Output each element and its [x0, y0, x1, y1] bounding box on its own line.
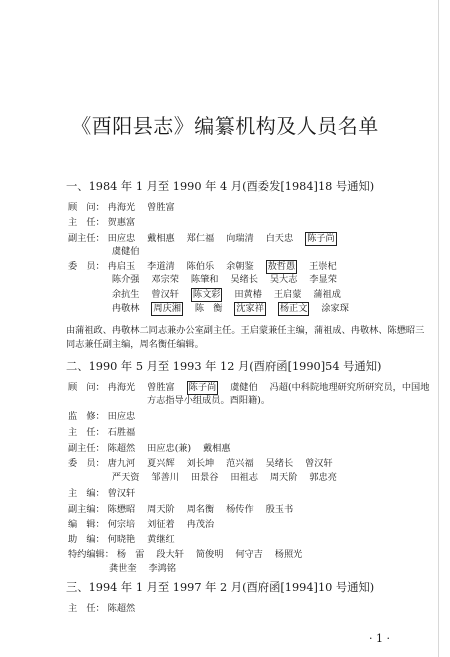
person-name: 戴相惠 [147, 233, 175, 244]
role-label: 主 任： [68, 427, 105, 438]
role-label: 监 修： [68, 411, 105, 422]
list-item [68, 260, 346, 272]
role-label: 特约编辑： [68, 549, 114, 560]
person-name-continued: 方志指导小组成员。酉阳籍)。 [147, 395, 271, 406]
person-name: 吴大志 [269, 274, 298, 285]
person-name: 杨照光 [274, 549, 303, 560]
list-item [68, 519, 223, 531]
person-name: 冉启玉 [107, 261, 136, 272]
person-name-boxed: 敖哲愚 [267, 261, 296, 272]
person-name: 冯超(中科院地理研究所研究员，中国地 [269, 382, 430, 393]
list-item [68, 534, 184, 546]
person-name-boxed: 周庆湘 [153, 303, 181, 314]
person-name: 冉海光 [107, 382, 136, 393]
person-name: 蒲祖成 [313, 289, 341, 300]
person-name: 夏兴辉 [147, 458, 175, 469]
list-item [68, 603, 144, 615]
role-label: 委 员： [68, 458, 105, 469]
list-item [109, 563, 185, 575]
role-label: 主 任： [68, 603, 105, 614]
section-heading: 一、1984 年 1 月至 1990 年 4 月(酉委发[1984]18 号通知) [66, 180, 375, 193]
list-item [68, 232, 346, 244]
person-name: 冉敬林 [111, 303, 140, 314]
person-name: 范兴福 [226, 458, 254, 469]
person-name: 何宗培 [107, 519, 136, 530]
person-name: 陈肇和 [190, 274, 219, 285]
person-name: 周天阶 [147, 504, 175, 515]
role-label: 主 任： [68, 217, 105, 228]
page-edge-shadow [438, 0, 439, 657]
list-item [68, 443, 240, 455]
list-item [68, 288, 350, 300]
role-label: 委 员： [68, 261, 105, 272]
person-name: 王启蒙 [273, 289, 302, 300]
person-name-boxed: 陈子尚 [307, 233, 335, 244]
person-name: 刘征着 [147, 519, 175, 530]
person-name: 陈伯乐 [186, 261, 215, 272]
list-item [68, 202, 184, 214]
person-name: 曾汉轩 [305, 458, 333, 469]
person-name: 田祖志 [230, 472, 258, 483]
person-name: 陈介强 [111, 274, 140, 285]
person-name-boxed: 沈家祥 [236, 303, 264, 314]
person-name: 余抗生 [111, 289, 140, 300]
person-name: 龚世奎 [109, 563, 137, 574]
list-item [68, 246, 148, 258]
list-item [68, 427, 144, 439]
person-name: 郑仁福 [186, 233, 215, 244]
person-name: 李显荣 [309, 274, 337, 285]
person-name: 李鸿铭 [148, 563, 177, 574]
role-label: 顾 问： [68, 202, 105, 213]
person-name: 曾胜富 [147, 382, 175, 393]
person-name: 周名衡 [186, 504, 215, 515]
list-item [68, 458, 342, 470]
list-item [68, 488, 144, 500]
role-label: 主 编： [68, 488, 105, 499]
section-note: 同志兼任副主编，周名衡任编辑。 [66, 339, 204, 350]
section-heading: 二、1990 年 5 月至 1993 年 12 月(酉府函[1990]54 号通知) [66, 360, 382, 373]
list-item [68, 504, 302, 516]
page-number: · 1 · [369, 632, 390, 645]
list-item [68, 302, 358, 314]
person-name: 陈 衡 [194, 303, 223, 314]
person-name: 李道清 [147, 261, 175, 272]
person-name: 白天忠 [265, 233, 294, 244]
person-name-boxed: 陈文彩 [192, 289, 221, 300]
person-name: 曾汉轩 [151, 289, 179, 300]
person-name-boxed: 杨正文 [279, 303, 308, 314]
person-name: 何晓艳 [107, 534, 136, 545]
list-item [68, 274, 346, 286]
list-item [68, 381, 429, 393]
person-name: 涂家琛 [321, 303, 349, 314]
person-name: 石胜福 [107, 427, 136, 438]
person-name: 曾汉轩 [107, 488, 136, 499]
person-name: 王崇杞 [309, 261, 337, 272]
person-name: 田应忠 [107, 411, 136, 422]
list-item [68, 472, 346, 484]
person-name: 周天阶 [269, 472, 298, 483]
person-name: 虞健伯 [111, 246, 140, 257]
person-name: 吴绪长 [265, 458, 294, 469]
role-label: 编 辑： [68, 519, 105, 530]
person-name: 向瑞清 [226, 233, 254, 244]
person-name: 贺惠富 [107, 217, 136, 228]
person-name: 邹善川 [151, 472, 179, 483]
role-label: 副主任： [68, 233, 105, 244]
person-name: 陈超然 [107, 443, 136, 454]
list-item [147, 395, 279, 407]
person-name: 简俊明 [195, 549, 224, 560]
person-name: 殷玉书 [265, 504, 294, 515]
role-label: 副主编： [68, 504, 105, 515]
role-label: 助 编： [68, 534, 105, 545]
person-name: 何守吉 [235, 549, 263, 560]
person-name: 陈懋昭 [107, 504, 136, 515]
person-name: 虞健伯 [230, 382, 258, 393]
person-name: 段大轩 [156, 549, 184, 560]
person-name: 杨 雷 [116, 549, 145, 560]
person-name: 唐九河 [107, 458, 136, 469]
page-title: 《酉阳县志》编纂机构及人员名单 [71, 114, 379, 138]
person-name: 田黄椿 [234, 289, 262, 300]
list-item [68, 217, 144, 229]
person-name: 田景谷 [190, 472, 219, 483]
role-label: 顾 问： [68, 382, 105, 393]
section-heading: 三、1994 年 1 月至 1997 年 2 月(酉府函[1994]10 号通知) [66, 581, 375, 594]
list-item [68, 549, 311, 561]
person-name: 严天资 [111, 472, 140, 483]
person-name: 冉海光 [107, 202, 136, 213]
person-name: 余朝鉴 [226, 261, 254, 272]
person-name: 田应忠 [107, 233, 136, 244]
person-name: 陈超然 [107, 603, 136, 614]
list-item [68, 411, 144, 423]
person-name: 戴相惠 [203, 443, 231, 454]
person-name: 刘长坤 [186, 458, 215, 469]
person-name: 邓宗荣 [151, 274, 179, 285]
person-name-boxed: 陈子尚 [188, 382, 217, 393]
person-name: 吴绪长 [230, 274, 258, 285]
person-name: 冉茂治 [186, 519, 215, 530]
person-name: 杨传作 [226, 504, 254, 515]
person-name: 郭忠亮 [309, 472, 337, 483]
role-label: 副主任： [68, 443, 105, 454]
person-name: 曾胜富 [147, 202, 175, 213]
person-name: 田应忠(兼) [147, 443, 192, 454]
section-note: 由蒲祖政、冉敬林二同志兼办公室副主任。王启蒙兼任主编，蒲祖成、冉敬林、陈懋昭三 [66, 325, 425, 336]
person-name: 黄继红 [147, 534, 175, 545]
